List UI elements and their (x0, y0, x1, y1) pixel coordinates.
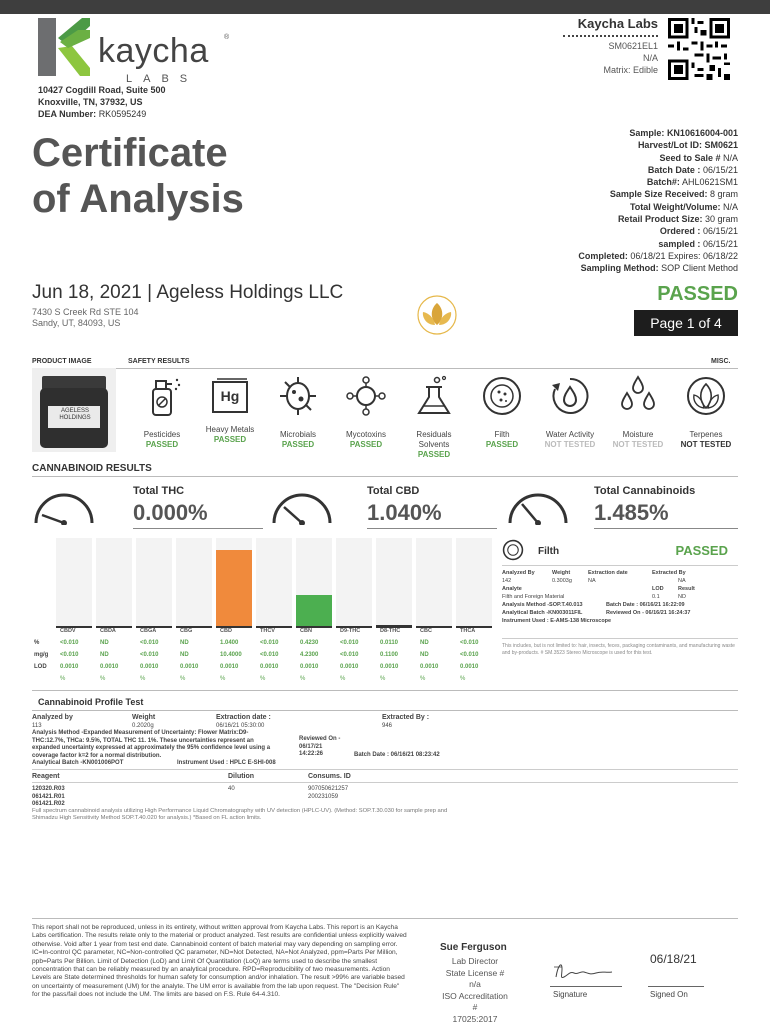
safety-label: Residuals Solvents (416, 430, 452, 449)
sample-info-label: Completed: (578, 250, 628, 261)
dea-label: DEA Number: (38, 109, 97, 119)
table-cell: 0.0010 (140, 664, 159, 670)
total-cbd-label: Total CBD (367, 485, 420, 497)
table-cell: % (340, 676, 346, 682)
total-cbd-underline (367, 528, 497, 529)
safety-terpenes (674, 375, 738, 450)
table-cell: <0.010 (140, 640, 159, 646)
table-cell: 0.0010 (420, 664, 439, 670)
total-thc-underline (133, 528, 263, 529)
bar-cbd (216, 550, 252, 626)
lab-address (38, 84, 166, 120)
misc-label: MISC. (711, 358, 731, 365)
table-cell: % (60, 676, 66, 682)
safety-label: Moisture (622, 430, 654, 439)
safety-pesticides (130, 375, 194, 450)
table-cell: % (460, 676, 466, 682)
table-cell: 0.1100 (380, 652, 399, 658)
address-line-2: Knoxville, TN, 37932, US (38, 97, 143, 107)
filth-small-icon (502, 539, 524, 561)
table-cell: 0.0110 (380, 640, 399, 646)
logo-registered: ® (224, 34, 230, 41)
header-bar (0, 0, 770, 14)
filth-details (502, 570, 738, 632)
tick-label: THCA (460, 628, 476, 634)
total-cannabinoids-value: 1.485% (594, 500, 669, 525)
sample-info-label: Seed to Sale # (659, 152, 721, 163)
dilution-label: Dilution (228, 773, 255, 780)
table-cell: ND (420, 640, 429, 646)
filth-title: Filth (538, 546, 560, 557)
reagent-list (32, 786, 65, 809)
tick-label: D9-THC (340, 628, 361, 634)
sample-info-label: Batch#: (646, 177, 680, 188)
bar-background (416, 538, 452, 628)
microbe-icon (277, 375, 319, 417)
safety-status: PASSED (485, 440, 519, 449)
filth-lod: 0.1 (652, 594, 660, 600)
consums-item: 200231059 (308, 793, 339, 800)
filth-note: This includes, but is not limited to: hair, insects, feces, packaging contaminants, and manufacturing waste and by-products. # SM.3523 Stereo Microscope is used for this test. (502, 638, 738, 656)
cannabinoid-header-row (32, 628, 502, 640)
filth-extraction: NA (588, 578, 596, 584)
title-line: Certificate (32, 131, 228, 175)
kaycha-logo (38, 18, 230, 85)
filth-analyte-label: Analyte (502, 586, 522, 592)
overall-status: PASSED (657, 283, 738, 305)
consums-list (308, 786, 348, 801)
tick-label: CBD (220, 628, 232, 634)
filth-batch: Analytical Batch -KN003011FIL (502, 610, 583, 616)
signature-image-icon (550, 955, 616, 985)
sample-info-label: Retail Product Size: (617, 214, 703, 225)
safety-status: NOT TESTED (612, 440, 664, 449)
footer-divider (32, 918, 738, 919)
table-cell: 0.0010 (380, 664, 399, 670)
tick-label: CBC (420, 628, 432, 634)
filth-weight: 0.3003g (552, 578, 572, 584)
table-cell: 0.0010 (180, 664, 199, 670)
product-image-label: PRODUCT IMAGE (32, 358, 92, 365)
bar-background (376, 538, 412, 628)
lab-name: Kaycha Labs (577, 16, 658, 31)
profile-reviewed-line: 06/17/21 (299, 743, 323, 750)
profile-method-line: expanded uncertainty expressed at approximately the 95% confidence level using a (32, 745, 271, 751)
client-line: Jun 18, 2021 | Ageless Holdings LLC (32, 282, 344, 303)
table-cell: <0.010 (260, 640, 279, 646)
row-label: mg/g (34, 652, 49, 658)
kaycha-k-mark-icon (38, 18, 90, 76)
safety-status: PASSED (213, 435, 247, 444)
filth-status: PASSED (675, 543, 728, 558)
table-cell: ND (100, 640, 109, 646)
table-cell: <0.010 (340, 652, 359, 658)
safety-label: Terpenes (689, 430, 723, 439)
product-label-line: AGELESS (60, 408, 89, 414)
gauge-total-thc-icon (32, 485, 96, 525)
filth-reviewed: Reviewed On - 06/16/21 16:24:37 (606, 610, 691, 616)
filth-extraction-label: Extraction date (588, 570, 628, 576)
heavy-metals-symbol: Hg (220, 388, 240, 404)
reagent-item: 061421.R02 (32, 801, 65, 807)
row-label: % (34, 640, 40, 646)
product-label-text (50, 408, 100, 422)
reagent-label: Reagent (32, 773, 60, 780)
page-indicator: Page 1 of 4 (634, 310, 738, 336)
profile-extraction-label: Extraction date : (216, 714, 271, 721)
profile-reviewed (299, 736, 340, 759)
tick-label: THCV (260, 628, 275, 634)
total-thc-value: 0.000% (133, 500, 208, 525)
safety-moisture (606, 375, 670, 450)
profile-method-line: THC:12.7%, THCa: 9.5%, TOTAL THC 11. 1%. These uncertainties represent an (32, 737, 254, 744)
tick-label: CBDA (100, 628, 116, 634)
safety-water-activity (538, 375, 602, 450)
total-cannabinoids-underline (594, 528, 738, 529)
filth-panel (502, 538, 738, 656)
consums-label: Consums. ID (308, 773, 351, 780)
footer-disclaimer: This report shall not be reproduced, unless in its entirety, without written approval from Kaycha Labs. This report is an Kaycha Labs certification. The results relate only to the material or product analyzed. Test results are confidential unless explicitly waived otherwise. Void after 1 year from test end date. Cannabinoid content of batch material may vary depending on sampling error. IC=In-control QC parameter, NC=Non-controlled QC parameter, ND=Not Detected, NA=Not Analyzed, ppm=Parts Per Million, ppb=Parts Per Billion. Limit of Detection (LoD) and Limit Of Quantitation (LoQ) are terms used to describe the smallest concentration that can be reliably measured by an analytical procedure. RPD=Reproducibility of two measurements. Action Levels are State determined thresholds for human safety for consumption and/or inhalation. The result >99% are variable based on uncertainty of measurement (UM) for the analyte. The UM error is available from the lab upon request. The "Decision Rule" for the pass/fail does not include the UM. The limits are based on F.S. Rule 64-4.310. (32, 924, 407, 999)
table-cell: 0.0010 (300, 664, 319, 670)
sample-info-value: 06/18/21 Expires: 06/18/22 (630, 250, 738, 261)
profile-batch: Analytical Batch -KN001006POT (32, 760, 124, 766)
tick-label: CBN (300, 628, 312, 634)
bar-background (136, 538, 172, 628)
row-label: LOD (34, 664, 47, 670)
table-cell: 0.4230 (300, 640, 319, 646)
signer-detail-line: 17025:2017 (452, 1013, 498, 1024)
filth-weight-label: Weight (552, 570, 571, 576)
table-cell: <0.010 (460, 640, 479, 646)
lab-info-line: SM0621EL1 (608, 41, 658, 51)
sample-info-label: Sampling Method: (580, 263, 659, 274)
table-cell: ND (420, 652, 429, 658)
tick-label: CBG (180, 628, 193, 634)
filth-icon (481, 375, 523, 417)
sample-info-value: N/A (722, 201, 738, 212)
table-cell: <0.010 (60, 640, 79, 646)
total-cbd-value: 1.040% (367, 500, 442, 525)
safety-label: Pesticides (143, 430, 181, 439)
safety-filth (470, 375, 534, 450)
moisture-icon (617, 375, 659, 417)
safety-label: Filth (494, 430, 510, 439)
safety-status: PASSED (349, 440, 383, 449)
lab-info-line: N/A (642, 53, 658, 63)
profile-details (32, 714, 738, 824)
section-divider (32, 690, 738, 691)
lab-info (603, 40, 658, 76)
table-cell: 0.0010 (220, 664, 239, 670)
sample-info-value: KN10616004-001 (666, 128, 738, 138)
profile-analyzed-by: 113 (32, 723, 42, 729)
bar-background (176, 538, 212, 628)
table-cell: % (220, 676, 226, 682)
safety-status: PASSED (417, 450, 451, 459)
client-address-line: Sandy, UT, 84093, US (32, 318, 121, 328)
title-line: of Analysis (32, 177, 244, 221)
sample-info-row (578, 164, 738, 176)
sample-info-value: 8 gram (709, 189, 738, 200)
signer-detail-line: State License # n/a (445, 967, 505, 989)
gauge-total-cbd-icon (270, 485, 334, 525)
sample-info-label: Total Weight/Volume: (629, 201, 721, 212)
tick-label: CBDV (60, 628, 76, 634)
signer-name: Sue Ferguson (440, 942, 507, 953)
reagent-item: 120320.R03 (32, 786, 65, 792)
sample-info (578, 127, 738, 275)
total-cannabinoids-label: Total Cannabinoids (594, 485, 696, 497)
signed-on-line (648, 986, 704, 987)
section-divider (32, 368, 738, 369)
water-activity-icon (549, 375, 591, 417)
bar-background (456, 538, 492, 628)
safety-label: Mycotoxins (345, 430, 386, 439)
filth-result: ND (678, 594, 686, 600)
table-cell: % (420, 676, 426, 682)
safety-mycotoxins (334, 375, 398, 450)
terpene-icon (685, 375, 727, 417)
safety-status: PASSED (281, 440, 315, 449)
profile-batch-date: Batch Date : 06/16/21 08:23:42 (354, 752, 440, 758)
table-cell: % (260, 676, 266, 682)
sample-info-value: 06/15/21 (702, 226, 738, 237)
cannabinoid-row (32, 652, 502, 664)
profile-extracted-by: 946 (382, 723, 393, 729)
filth-method: Analysis Method -SOP.T.40.013 (502, 602, 583, 608)
sample-info-value: SOP Client Method (661, 263, 738, 274)
sample-info-row (578, 176, 738, 188)
dilution-value: 40 (228, 786, 235, 792)
signature-line (550, 986, 622, 987)
safety-status: PASSED (145, 440, 179, 449)
table-cell: % (100, 676, 106, 682)
table-cell: <0.010 (140, 652, 159, 658)
table-cell: ND (180, 652, 189, 658)
gauge-total-cannabinoids-icon (506, 485, 570, 525)
consums-item: 907050621257 (308, 786, 349, 792)
dea-value: RK0595249 (98, 109, 147, 119)
sample-info-row (578, 250, 738, 262)
profile-analyzed-by-label: Analyzed by (32, 714, 73, 721)
address-line-1: 10427 Cogdill Road, Suite 500 (38, 85, 166, 95)
table-cell: 0.0010 (260, 664, 279, 670)
table-cell: ND (180, 640, 189, 646)
bar-background (256, 538, 292, 628)
safety-label: Water Activity (545, 430, 595, 439)
section-divider (32, 476, 738, 477)
heavy-metals-icon (209, 375, 251, 417)
sample-info-row (578, 127, 738, 139)
table-cell: 0.0010 (100, 664, 119, 670)
product-label-line: HOLDINGS (59, 415, 91, 421)
profile-title: Cannabinoid Profile Test (38, 697, 144, 707)
signed-on-label: Signed On (650, 990, 688, 999)
filth-instrument: Instrument Used : E-AMS-138 Microscope (502, 618, 612, 624)
signature-label: Signature (553, 990, 588, 999)
logo-sub: LABS (126, 73, 199, 85)
cannabinoid-bar-chart (56, 538, 496, 628)
client-address-line: 7430 S Creek Rd STE 104 (32, 307, 139, 317)
cannabinoid-row (32, 640, 502, 652)
safety-heavy-metals (198, 375, 262, 445)
filth-lod-label: LOD (652, 586, 664, 592)
signer-detail-line: Lab Director (451, 956, 499, 966)
safety-residual-solvents (402, 375, 466, 460)
sample-info-row (578, 139, 738, 151)
mycotoxin-icon (345, 375, 387, 417)
table-cell: % (380, 676, 386, 682)
sample-info-row (578, 201, 738, 213)
dea-number (38, 108, 166, 120)
reagent-item: 061421.R01 (32, 793, 65, 800)
lab-name-divider (563, 35, 658, 37)
profile-extracted-by-label: Extracted By : (382, 714, 430, 721)
profile-method-line: Analysis Method -Expanded Measurement of Uncertainty: Flower Matrix:D9- (32, 730, 249, 736)
sample-info-label: Ordered : (659, 226, 701, 237)
bar-cbn (296, 595, 332, 626)
table-cell: <0.010 (260, 652, 279, 658)
filth-result-label: Result (678, 586, 695, 592)
spray-bottle-icon (141, 375, 183, 417)
profile-note: Full spectrum cannabinoid analysis utilizing High Performance Liquid Chromatography with UV detection (HPLC-UV). (Method: SOP.T.30.030 for sample prep and Shimadzu High Sensitivity Method SOP.T.40.020 for analysis.) *Based on FL action limits. (32, 808, 448, 822)
signer-detail-line: ISO Accreditation # (442, 990, 508, 1012)
table-cell: 10.4000 (220, 652, 242, 658)
table-cell: 4.2300 (300, 652, 319, 658)
bar-background (56, 538, 92, 628)
profile-method (32, 730, 302, 760)
bar-background (96, 538, 132, 628)
table-cell: 0.0010 (460, 664, 479, 670)
profile-reviewed-line: Reviewed On - (299, 736, 341, 742)
sample-info-label: sampled : (658, 238, 701, 249)
lab-info-line: Matrix: Edible (603, 65, 658, 75)
table-cell: % (300, 676, 306, 682)
sample-info-row (578, 225, 738, 237)
sample-info-value: 06/15/21 (702, 164, 738, 175)
filth-analyzed-by: 142 (502, 578, 512, 584)
product-image (32, 368, 116, 452)
table-cell: <0.010 (60, 652, 79, 658)
profile-extraction: 06/16/21 05:30:00 (216, 723, 265, 729)
profile-weight: 0.2020g (132, 723, 154, 729)
profile-weight-label: Weight (132, 714, 156, 721)
filth-analyte: Filth and Foreign Material (502, 594, 565, 600)
profile-instrument: Instrument Used : HPLC E-SHI-008 (177, 760, 276, 766)
signer-details (440, 956, 510, 1024)
filth-analyzed-by-label: Analyzed By (502, 570, 535, 576)
sample-info-label: Sample Size Received: (609, 189, 708, 200)
filth-extracted-by: NA (678, 578, 686, 584)
sample-info-value: SM0621 (704, 140, 738, 151)
table-cell: % (140, 676, 146, 682)
table-cell: 1.0400 (220, 640, 239, 646)
sample-info-label: Batch Date : (647, 164, 701, 175)
safety-results-label: SAFETY RESULTS (128, 358, 190, 365)
cannabinoid-row (32, 664, 502, 676)
sample-info-row (578, 262, 738, 274)
table-cell: 0.0010 (340, 664, 359, 670)
table-cell: <0.010 (340, 640, 359, 646)
safety-status: NOT TESTED (680, 440, 732, 449)
sample-info-row (578, 238, 738, 250)
client-address (32, 307, 139, 329)
sample-info-value: AHL0621SM1 (681, 177, 738, 188)
table-cell: 0.0010 (60, 664, 79, 670)
sample-info-row (578, 152, 738, 164)
document-title (32, 130, 244, 222)
table-cell: % (180, 676, 186, 682)
total-thc-label: Total THC (133, 485, 185, 497)
section-divider (32, 710, 738, 711)
sample-info-value: 30 gram (704, 214, 738, 225)
sample-info-value: 06/15/21 (702, 238, 738, 249)
cannabinoid-row (32, 676, 502, 688)
sample-info-label: Sample: (629, 128, 665, 138)
flask-icon (413, 375, 455, 417)
safety-microbials (266, 375, 330, 450)
filth-extracted-by-label: Extracted By (652, 570, 686, 576)
sample-info-row (578, 213, 738, 225)
tick-label: CBGA (140, 628, 157, 634)
sample-info-row (578, 188, 738, 200)
sample-info-value: N/A (722, 152, 738, 163)
cannabinoid-results-title: CANNABINOID RESULTS (32, 463, 152, 474)
sample-info-label: Harvest/Lot ID: (637, 140, 702, 151)
safety-label: Heavy Metals (205, 425, 255, 434)
safety-label: Microbials (279, 430, 316, 439)
profile-method-line: coverage factor k=2 for a normal distribution. (32, 752, 162, 759)
qr-code-icon[interactable] (668, 18, 730, 80)
client-leaf-logo-icon (414, 295, 460, 335)
logo-name: kaycha (98, 32, 209, 70)
filth-batch-date: Batch Date : 06/16/21 16:22:09 (606, 602, 685, 608)
table-cell: ND (100, 652, 109, 658)
tick-label: D8-THC (380, 628, 401, 634)
signed-date: 06/18/21 (650, 952, 697, 966)
bar-background (336, 538, 372, 628)
profile-reviewed-line: 14:22:26 (299, 751, 324, 757)
safety-status: NOT TESTED (544, 440, 596, 449)
table-cell: <0.010 (460, 652, 479, 658)
